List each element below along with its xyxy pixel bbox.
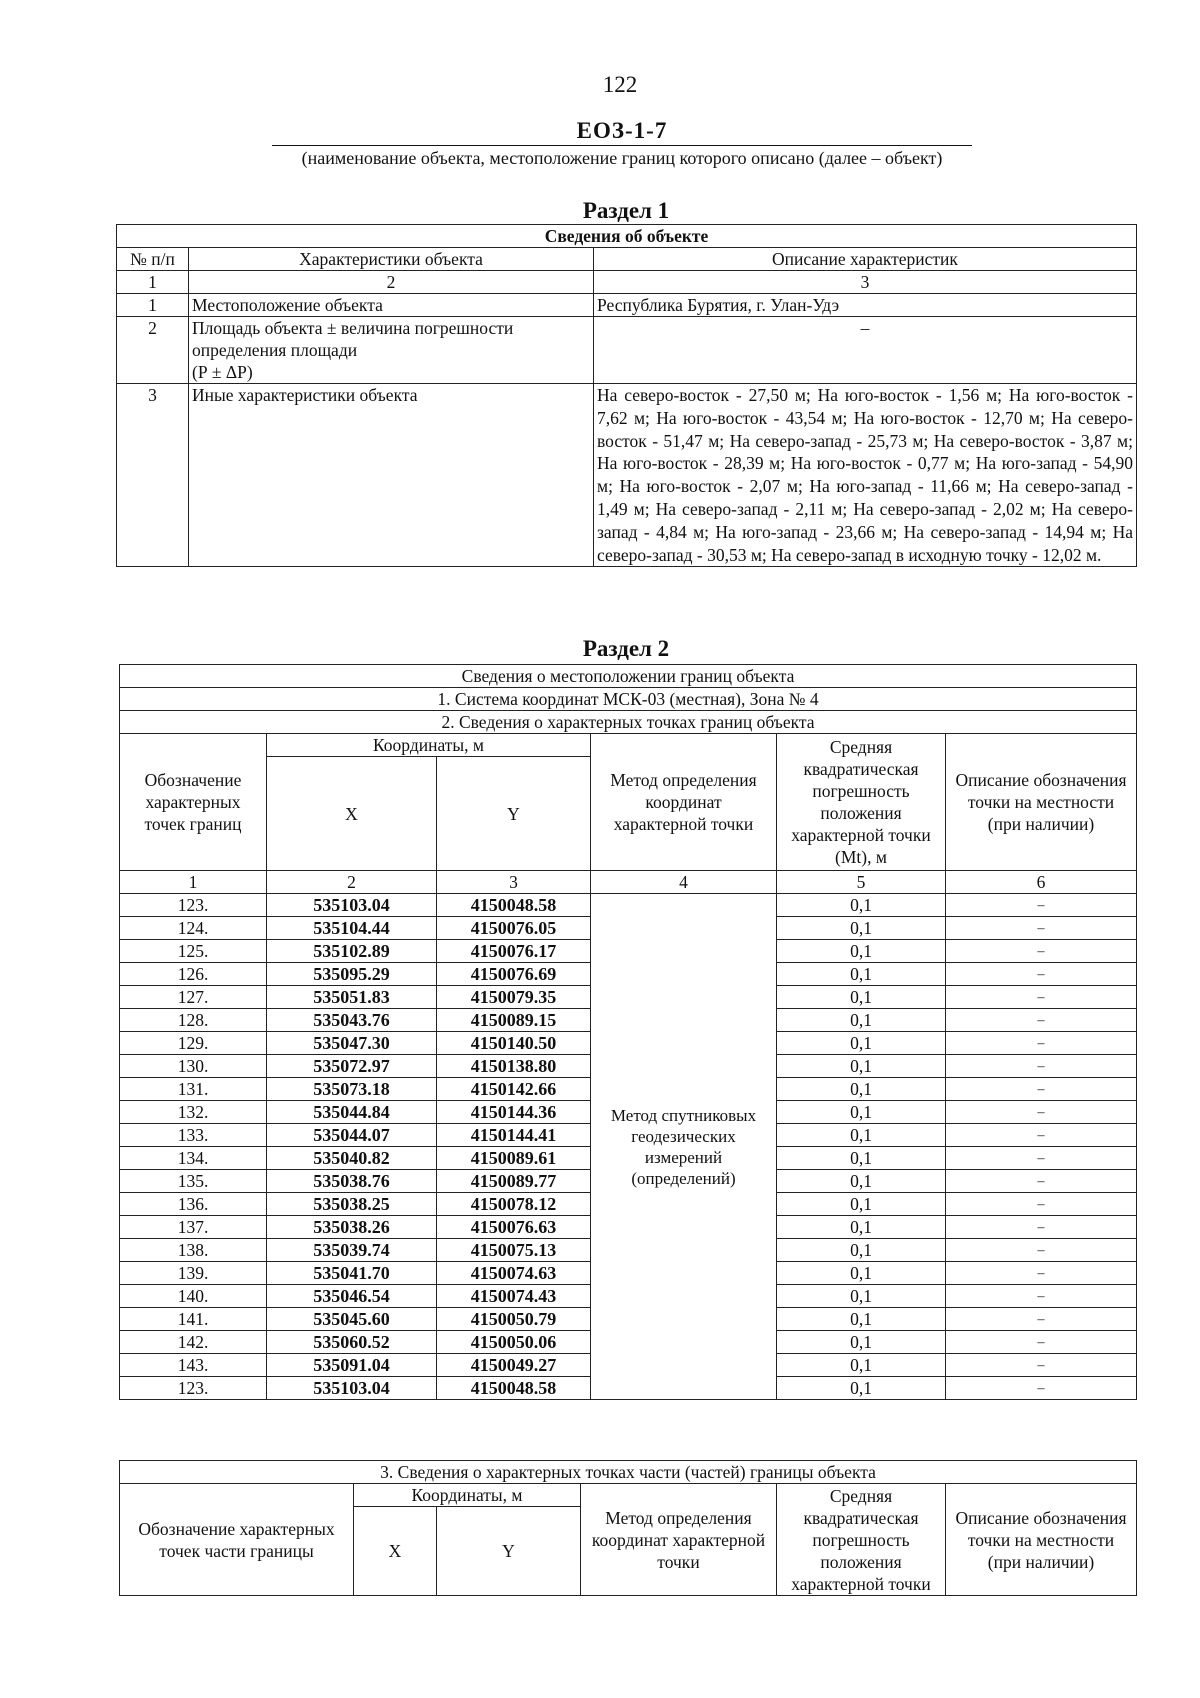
point-id: 142.	[120, 1331, 267, 1354]
point-desc: –	[946, 1193, 1137, 1216]
point-mt: 0,1	[777, 1078, 946, 1101]
point-x: 535103.04	[267, 1377, 437, 1400]
point-id: 136.	[120, 1193, 267, 1216]
point-y: 4150140.50	[437, 1032, 591, 1055]
row-value: На северо-восток - 27,50 м; На юго-восток - 1,56 м; На юго-восток - 7,62 м; На юго-восток - 43,54 м; На юго-восток - 12,70 м; На северо-восток - 51,47 м; На северо-запад - 25,73 м; На северо-восток - 3,87 м; На юго-восток - 28,39 м; На юго-восток - 0,77 м; На юго-запад - 54,90 м; На юго-восток - 2,07 м; На юго-запад - 11,66 м; На северо-запад - 1,49 м; На северо-запад - 2,11 м; На северо-запад - 2,02 м; На северо-запад - 4,84 м; На юго-запад - 23,66 м; На северо-запад - 14,94 м; На северо-запад - 30,53 м; На северо-запад в исходную точку - 12,02 м.	[594, 384, 1137, 567]
point-mt: 0,1	[777, 1262, 946, 1285]
part-header-error: Средняя квадратическая погрешность положения характерной точки	[777, 1484, 946, 1596]
col-number: 3	[437, 871, 591, 894]
point-id: 140.	[120, 1285, 267, 1308]
table-row	[117, 294, 1137, 317]
point-desc: –	[946, 1216, 1137, 1239]
point-mt: 0,1	[777, 1331, 946, 1354]
part-header-y: Y	[437, 1507, 581, 1596]
table-row	[117, 317, 1137, 384]
point-y: 4150079.35	[437, 986, 591, 1009]
point-desc: –	[946, 1285, 1137, 1308]
point-x: 535044.07	[267, 1124, 437, 1147]
point-method: Метод спутниковых геодезических измерений (определений)	[591, 894, 777, 1400]
part-header-description: Описание обозначения точки на местности (при наличии)	[946, 1484, 1137, 1596]
row-num: 1	[117, 294, 189, 317]
point-id: 134.	[120, 1147, 267, 1170]
point-desc: –	[946, 963, 1137, 986]
point-mt: 0,1	[777, 1147, 946, 1170]
point-desc: –	[946, 1124, 1137, 1147]
point-id: 133.	[120, 1124, 267, 1147]
point-id: 135.	[120, 1170, 267, 1193]
point-desc: –	[946, 917, 1137, 940]
point-y: 4150049.27	[437, 1354, 591, 1377]
point-x: 535040.82	[267, 1147, 437, 1170]
point-mt: 0,1	[777, 1170, 946, 1193]
point-y: 4150048.58	[437, 1377, 591, 1400]
point-desc: –	[946, 1055, 1137, 1078]
point-y: 4150142.66	[437, 1078, 591, 1101]
section1-title: Раздел 1	[582, 198, 670, 223]
point-mt: 0,1	[777, 1101, 946, 1124]
point-mt: 0,1	[777, 1032, 946, 1055]
point-x: 535095.29	[267, 963, 437, 986]
point-mt: 0,1	[777, 1239, 946, 1262]
point-id: 137.	[120, 1216, 267, 1239]
row-name: Местоположение объекта	[189, 294, 594, 317]
point-desc: –	[946, 1239, 1137, 1262]
point-mt: 0,1	[777, 1055, 946, 1078]
row-name-line: (Р ± ΔР)	[192, 362, 253, 382]
page-number: 122	[602, 72, 638, 97]
header-description: Описание характеристик	[594, 248, 1137, 271]
object-name-underline	[272, 145, 972, 146]
point-x: 535041.70	[267, 1262, 437, 1285]
row-name	[189, 317, 594, 384]
row-value: Республика Бурятия, г. Улан-Удэ	[594, 294, 1137, 317]
point-x: 535103.04	[267, 894, 437, 917]
point-x: 535091.04	[267, 1354, 437, 1377]
point-x: 535051.83	[267, 986, 437, 1009]
point-y: 4150078.12	[437, 1193, 591, 1216]
point-mt: 0,1	[777, 1285, 946, 1308]
point-mt: 0,1	[777, 1009, 946, 1032]
point-desc: –	[946, 1101, 1137, 1124]
point-x: 535043.76	[267, 1009, 437, 1032]
point-id: 129.	[120, 1032, 267, 1055]
point-mt: 0,1	[777, 1377, 946, 1400]
point-desc: –	[946, 1377, 1137, 1400]
point-id: 130.	[120, 1055, 267, 1078]
point-y: 4150089.15	[437, 1009, 591, 1032]
point-id: 124.	[120, 917, 267, 940]
point-id: 138.	[120, 1239, 267, 1262]
point-desc: –	[946, 940, 1137, 963]
point-desc: –	[946, 1354, 1137, 1377]
point-desc: –	[946, 1078, 1137, 1101]
point-x: 535072.97	[267, 1055, 437, 1078]
point-x: 535038.25	[267, 1193, 437, 1216]
point-mt: 0,1	[777, 1308, 946, 1331]
row-name-line: Площадь объекта ± величина погрешности	[192, 318, 514, 338]
section2-table	[119, 664, 1137, 1400]
point-desc: –	[946, 1009, 1137, 1032]
section1-table	[116, 224, 1137, 567]
header-method: Метод определения координат характерной точки	[591, 734, 777, 871]
point-y: 4150075.13	[437, 1239, 591, 1262]
point-y: 4150144.36	[437, 1101, 591, 1124]
point-y: 4150076.69	[437, 963, 591, 986]
col-number: 2	[267, 871, 437, 894]
point-mt: 0,1	[777, 894, 946, 917]
point-x: 535038.76	[267, 1170, 437, 1193]
header-characteristic: Характеристики объекта	[189, 248, 594, 271]
point-y: 4150138.80	[437, 1055, 591, 1078]
point-id: 132.	[120, 1101, 267, 1124]
part-title: 3. Сведения о характерных точках части (частей) границы объекта	[120, 1461, 1137, 1484]
row-name-line: определения площади	[192, 340, 358, 360]
header-num: № п/п	[117, 248, 189, 271]
point-x: 535047.30	[267, 1032, 437, 1055]
point-id: 128.	[120, 1009, 267, 1032]
point-x: 535038.26	[267, 1216, 437, 1239]
point-desc: –	[946, 1262, 1137, 1285]
header-coords: Координаты, м	[267, 734, 591, 757]
point-x: 535039.74	[267, 1239, 437, 1262]
section2-title: Раздел 2	[582, 636, 670, 661]
object-name: ЕОЗ-1-7	[576, 118, 668, 143]
point-y: 4150048.58	[437, 894, 591, 917]
point-y: 4150050.06	[437, 1331, 591, 1354]
coord-system: 1. Система координат МСК-03 (местная), Зона № 4	[120, 688, 1137, 711]
col-number: 2	[189, 271, 594, 294]
col-number: 6	[946, 871, 1137, 894]
point-id: 141.	[120, 1308, 267, 1331]
point-y: 4150144.41	[437, 1124, 591, 1147]
header-error: Средняя квадратическая погрешность положения характерной точки (Mt), м	[777, 734, 946, 871]
point-desc: –	[946, 1308, 1137, 1331]
col-number: 4	[591, 871, 777, 894]
header-description: Описание обозначения точки на местности (при наличии)	[946, 734, 1137, 871]
point-id: 143.	[120, 1354, 267, 1377]
point-mt: 0,1	[777, 917, 946, 940]
point-mt: 0,1	[777, 1193, 946, 1216]
point-y: 4150076.17	[437, 940, 591, 963]
point-x: 535102.89	[267, 940, 437, 963]
part-header-x: X	[354, 1507, 437, 1596]
col-number: 3	[594, 271, 1137, 294]
point-mt: 0,1	[777, 1216, 946, 1239]
point-y: 4150076.63	[437, 1216, 591, 1239]
point-id: 127.	[120, 986, 267, 1009]
points-title: 2. Сведения о характерных точках границ объекта	[120, 711, 1137, 734]
point-id: 125.	[120, 940, 267, 963]
point-x: 535045.60	[267, 1308, 437, 1331]
section2-part-table	[119, 1460, 1137, 1596]
point-x: 535046.54	[267, 1285, 437, 1308]
point-id: 139.	[120, 1262, 267, 1285]
col-number: 5	[777, 871, 946, 894]
point-y: 4150074.63	[437, 1262, 591, 1285]
point-x: 535073.18	[267, 1078, 437, 1101]
point-y: 4150089.77	[437, 1170, 591, 1193]
point-id: 131.	[120, 1078, 267, 1101]
point-desc: –	[946, 894, 1137, 917]
point-mt: 0,1	[777, 1124, 946, 1147]
section1-table-title: Сведения об объекте	[117, 225, 1137, 248]
point-y: 4150076.05	[437, 917, 591, 940]
object-caption: (наименование объекта, местоположение границ которого описано (далее – объект)	[301, 148, 943, 168]
header-point: Обозначение характерных точек границ	[120, 734, 267, 871]
table-row	[120, 894, 1137, 917]
col-number: 1	[117, 271, 189, 294]
point-id: 123.	[120, 894, 267, 917]
point-y: 4150089.61	[437, 1147, 591, 1170]
point-x: 535060.52	[267, 1331, 437, 1354]
point-mt: 0,1	[777, 1354, 946, 1377]
point-x: 535044.84	[267, 1101, 437, 1124]
header-y: Y	[437, 757, 591, 871]
point-id: 126.	[120, 963, 267, 986]
col-number: 1	[120, 871, 267, 894]
row-num: 3	[117, 384, 189, 567]
point-desc: –	[946, 986, 1137, 1009]
part-header-point: Обозначение характерных точек части границы	[120, 1484, 354, 1596]
point-y: 4150074.43	[437, 1285, 591, 1308]
point-mt: 0,1	[777, 963, 946, 986]
table-row	[117, 384, 1137, 567]
point-y: 4150050.79	[437, 1308, 591, 1331]
point-mt: 0,1	[777, 940, 946, 963]
point-id: 123.	[120, 1377, 267, 1400]
point-x: 535104.44	[267, 917, 437, 940]
row-name: Иные характеристики объекта	[189, 384, 594, 567]
row-value: –	[594, 317, 1137, 384]
point-mt: 0,1	[777, 986, 946, 1009]
header-x: X	[267, 757, 437, 871]
part-header-coords: Координаты, м	[354, 1484, 581, 1507]
row-num: 2	[117, 317, 189, 384]
part-header-method: Метод определения координат характерной точки	[581, 1484, 777, 1596]
section2-table-title: Сведения о местоположении границ объекта	[120, 665, 1137, 688]
point-desc: –	[946, 1147, 1137, 1170]
point-desc: –	[946, 1331, 1137, 1354]
point-desc: –	[946, 1170, 1137, 1193]
point-desc: –	[946, 1032, 1137, 1055]
